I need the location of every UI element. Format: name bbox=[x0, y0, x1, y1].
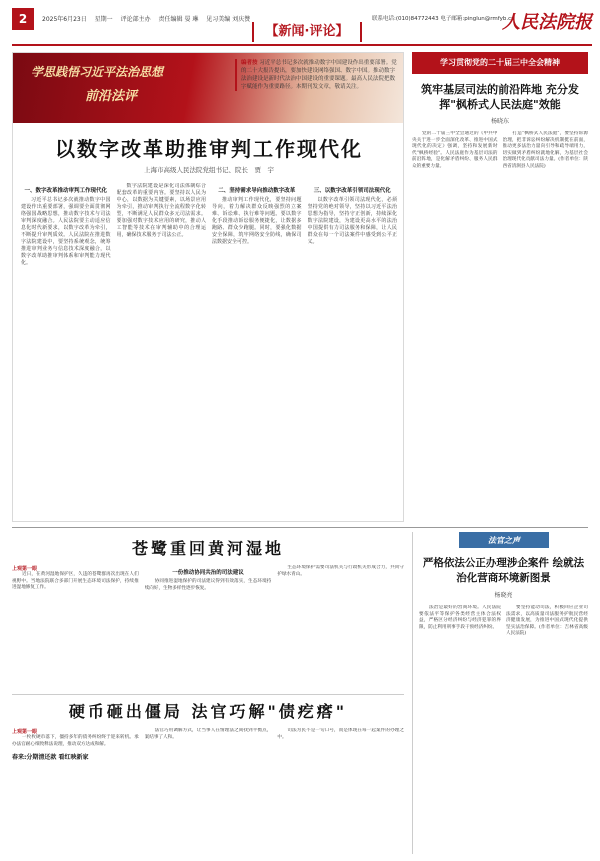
main-headline: 以数字改革助推审判工作现代化 bbox=[55, 137, 363, 161]
right-feature-author: 杨晓亮 bbox=[494, 592, 513, 599]
paragraph: 司法为民不是一句口号，而是体现在每一起案件的办理之中。 bbox=[277, 728, 404, 740]
right-author: 杨晓东 bbox=[490, 118, 509, 125]
paragraph: 协同推进湿地保护的司法建议得到有效落实，生态环境持续向好，生物多样性逐步恢复。 bbox=[144, 579, 272, 591]
divider bbox=[12, 527, 588, 528]
editor-note-label: 编者按 bbox=[241, 60, 258, 66]
judge-voice-banner: 法官之声 bbox=[459, 532, 549, 548]
section-title: 【新闻·评论】 bbox=[252, 22, 362, 42]
paragraph: 数字法院建设是深化司法体制综合配套改革的重要内容。要坚持以人民为中心，以数据为关键要素，以场景应用为牵引，推动审判执行全流程数字化转型，不断满足人民群众多元司法需求。要加强对数字技术应用的研究，推动人工智能等技术在审判辅助中的合理运用，确保技术服务于司法公正。 bbox=[116, 183, 206, 238]
paragraph: 生态环境保护需要司法机关与行政机关形成合力，共同守护绿水青山。 bbox=[277, 565, 404, 577]
editor: 责任编辑 晏 琳 bbox=[158, 16, 199, 23]
article-column bbox=[145, 728, 272, 854]
paragraph: 推动审判工作现代化，要坚持问题导向，着力解决群众反映强烈的立案难、诉讼难、执行难等问题。要以数字化手段推动诉讼服务便捷化，让数据多跑路、群众少跑腿。同时，要强化数据安全保障，筑牢网络安全防线，确保司法数据安全可控。 bbox=[212, 197, 302, 245]
mini-headline: 春来:分期清还款 看红映新家 bbox=[12, 754, 89, 761]
paragraph: 一枚枚硬币落下，僵持多年的债务纠纷终于迎来转机。承办法官耐心细致释法说理，推动双方达成和解。 bbox=[12, 735, 139, 747]
banner-line2: 前沿法评 bbox=[85, 89, 138, 104]
editor-note bbox=[235, 59, 399, 91]
right-feature-columns bbox=[419, 605, 588, 845]
issue-date: 2025年6月23日 bbox=[42, 16, 87, 23]
main-feature bbox=[12, 52, 404, 522]
news-tag: 上观第一眼 bbox=[12, 729, 38, 735]
news2-headline: 硬币砸出僵局 法官巧解"债疙瘩" bbox=[68, 702, 348, 721]
article-columns bbox=[21, 183, 397, 513]
article-column bbox=[503, 131, 589, 521]
news-tag: 上观第一眼 bbox=[12, 566, 38, 572]
paragraph: 法官巧用调解方式，让当事人在情理法之间找到平衡点，案结事了人和。 bbox=[144, 728, 272, 740]
paragraph: 要坚持能动司法，积极回应企业司法需求，以高质量司法服务护航民营经济健康发展，为推进中国式现代化提供坚实法治保障。(作者单位：吉林省高级人民法院) bbox=[506, 605, 588, 636]
article-column bbox=[117, 183, 207, 513]
newspaper-logo: 人民法院报 bbox=[502, 12, 592, 33]
edit-info: 评论部主办 bbox=[120, 16, 151, 23]
subhead: 二、坚持需求导向推动数字改革 bbox=[218, 188, 296, 194]
page-header bbox=[12, 8, 592, 46]
article-column bbox=[506, 605, 588, 845]
right-columns bbox=[412, 131, 588, 521]
article-column bbox=[419, 605, 501, 845]
paragraph: 党的二十届三中全会通过的《中共中央关于进一步全面深化改革、推进中国式现代化的决定》强调，坚持和发展新时代"枫桥经验"。人民法庭作为基层司法的前沿阵地，是化解矛盾纠纷、服务人民群众的重要力量。 bbox=[412, 131, 498, 169]
article-column bbox=[21, 183, 111, 513]
paragraph: 法治是最好的营商环境。人民法院要依法平等保护各类经营主体合法权益，严格区分经济纠纷与经济犯罪的界限，防止利用刑事手段干预经济纠纷。 bbox=[419, 605, 501, 630]
right-feature-headline: 严格依法公正办理涉企案件 绘就法治化营商环境新图景 bbox=[422, 557, 585, 584]
header-meta bbox=[42, 14, 256, 23]
article-column bbox=[12, 565, 139, 692]
news1-columns bbox=[12, 565, 404, 692]
header-contact: 联系电话:(010)84772443 电子邮箱:pinglun@rmfyb.cn bbox=[372, 16, 515, 22]
weekday: 星期一 bbox=[94, 16, 113, 23]
banner-line1: 学思践悟习近平法治思想 bbox=[31, 65, 164, 79]
right-headline: 筑牢基层司法的前沿阵地 充分发挥"枫桥式人民法庭"效能 bbox=[421, 83, 579, 111]
subhead: 三、以数字改革引领司法现代化 bbox=[313, 188, 391, 194]
subhead: 一、数字改革推动审判工作现代化 bbox=[24, 188, 107, 194]
article-column bbox=[12, 728, 139, 854]
proof: 见习美编 刘庆赞 bbox=[206, 16, 251, 23]
editor-note-text: 习近平总书记多次就推动数字中国建设作出重要部署。党的二十大报告提出，要加快建设网络强国、数字中国。推动数字法治建设是新时代法治中国建设的重要课题。最高人民法院把数字赋能作为重要路径。本期刊发文章，敬请关注。 bbox=[241, 60, 397, 90]
article-column bbox=[308, 183, 398, 513]
news1-headline: 苍鹭重回黄河湿地 bbox=[131, 539, 284, 558]
article-column bbox=[145, 565, 272, 692]
byline: 上海市高级人民法院党组书记、院长 贾 宇 bbox=[144, 166, 274, 174]
news-story-2 bbox=[12, 694, 404, 854]
right-feature bbox=[412, 532, 588, 854]
subhead: 一份推动协同共治的司法建议 bbox=[172, 570, 244, 576]
news-story-1 bbox=[12, 532, 404, 692]
paragraph: 习近平总书记多次就推动数字中国建设作出重要部署，强调要全面贯彻网络强国战略思想，推动数字技术与司法审判深度融合。人民法院要主动适应信息化时代新要求，以数字改革为牵引，不断提升审判质效。人民法院在推进数字法院建设中，要坚持系统观念，统筹推进审判业务与信息技术深度融合，以数字改革助推审判体系和审判能力现代化。 bbox=[21, 197, 111, 266]
right-banner: 学习贯彻党的二十届三中全会精神 bbox=[412, 52, 588, 74]
right-article bbox=[412, 52, 588, 522]
article-column bbox=[277, 728, 404, 854]
paragraph: 近日，在黄河湿地保护区，久违的苍鹭群再次出现在人们视野中。当地法院联合多部门开展生态环境司法保护，持续推进湿地修复工作。 bbox=[12, 572, 139, 590]
article-column bbox=[212, 183, 302, 513]
paragraph: 以数字改革引领司法现代化，必须坚持党的绝对领导，坚持以习近平法治思想为指导，坚持守正创新，持续深化数字法院建设，为建设更高水平的法治中国提供有力司法服务和保障，让人民群众在每一个司法案件中感受到公平正义。 bbox=[307, 197, 397, 245]
news2-columns bbox=[12, 728, 404, 854]
paragraph: 打造"枫桥式人民法庭"，要坚持诉源治理，把非诉讼纠纷解决机制挺在前面，推动更多法治力量向引导和疏导端用力，切实做到矛盾纠纷就地化解，为基层社会治理现代化贡献司法力量。(作者单位：陕西省清涧县人民法院) bbox=[502, 131, 588, 169]
article-column bbox=[412, 131, 498, 521]
article-column bbox=[277, 565, 404, 692]
page-number: 2 bbox=[12, 8, 34, 30]
